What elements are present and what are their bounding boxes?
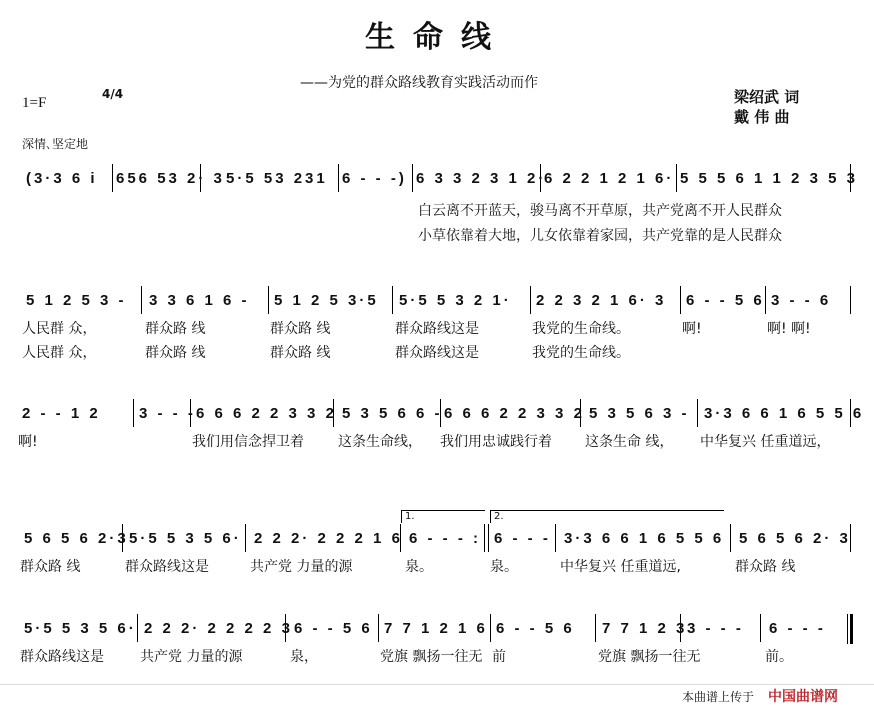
lyric-verse-2: 我党的生命线。 — [532, 345, 630, 361]
barline — [850, 614, 853, 644]
measure-notes: 5 3 5 6 3 - — [589, 405, 690, 422]
barline — [697, 399, 698, 427]
barline — [850, 286, 851, 314]
lyric-verse-2: 群众路线这是 — [395, 345, 479, 361]
barline — [530, 286, 531, 314]
lyric-verse-1: 我们用信念捍卫着 — [192, 434, 304, 450]
barline — [378, 614, 379, 642]
lyric-verse-1: 共产党 力量的源 — [140, 649, 243, 665]
lyric-verse-1: 我党的生命线。 — [532, 321, 630, 337]
key-signature: 1=F — [22, 95, 47, 111]
lyric-verse-1: 共产党 力量的源 — [250, 559, 353, 575]
measure-notes: 2 - - 1 2 — [22, 405, 101, 422]
barline — [676, 164, 677, 192]
lyric-verse-1: 白云离不开蓝天，骏马离不开草原，共产党离不开人民群众 — [418, 203, 782, 219]
divider — [0, 684, 874, 685]
barline — [595, 614, 596, 642]
measure-notes: 6 3 3 2 3 1 2· — [416, 170, 547, 187]
measure-notes: 6 - - - — [769, 620, 826, 637]
lyric-verse-1: 党旗 飘扬一往无 — [380, 649, 483, 665]
measure-notes: 7 7 1 2 3 — [602, 620, 688, 637]
measure-notes: 3 - - - — [139, 405, 196, 422]
measure-notes: 2 2 2· 2 2 2 1 6 — [254, 530, 403, 547]
barline — [137, 614, 138, 642]
lyric-verse-2: 人民群 众， — [22, 345, 97, 361]
barline — [847, 614, 848, 644]
lyric-verse-1: 群众路 线 — [145, 321, 206, 337]
lyric-verse-1: 我们用忠诚践行着 — [440, 434, 552, 450]
lyric-verse-1: 党旗 飘扬一往无 — [598, 649, 701, 665]
barline — [392, 286, 393, 314]
measure-notes: 5 1 2 5 3 - — [26, 292, 127, 309]
measure-notes: 6 - - 5 6 — [294, 620, 373, 637]
lyric-verse-1: 泉。 — [405, 559, 433, 575]
measure-notes: 7 7 1 2 1 6 — [384, 620, 488, 637]
lyric-verse-1: 啊! — [682, 321, 702, 337]
lyric-verse-1: 群众路线这是 — [125, 559, 209, 575]
lyric-verse-1: 中华复兴 任重道远, — [560, 559, 681, 575]
measure-notes: 6 6 6 2 2 3 3 2 — [196, 405, 337, 422]
footer-text: 本曲谱上传于 — [682, 690, 755, 704]
lyric-verse-2: 群众路 线 — [145, 345, 206, 361]
lyric-verse-1: 这条生命线， — [338, 434, 422, 450]
measure-notes: 5·5 5 3 5 6· — [24, 620, 137, 637]
measure-notes: 6 6 6 2 2 3 3 2 — [444, 405, 585, 422]
barline — [112, 164, 113, 192]
measure-notes: 3 3 6 1 6 - — [149, 292, 250, 309]
measure-notes: 6 - - - : — [409, 530, 481, 547]
barline — [730, 524, 731, 552]
measure-notes: 5·5 5 3 2 1· — [399, 292, 512, 309]
volta-bracket-2: 2. — [490, 510, 724, 523]
subtitle: ——为党的群众路线教育实践活动而作 — [300, 75, 538, 91]
barline — [245, 524, 246, 552]
measure-notes: (3·3 6 i — [26, 170, 98, 187]
lyric-verse-1: 群众路 线 — [735, 559, 796, 575]
song-title: 生命线 — [365, 20, 509, 55]
tempo-marking: 深情､坚定地 — [22, 137, 89, 151]
lyric-verse-1: 群众路线这是 — [395, 321, 479, 337]
measure-notes: 3 - - 6 — [771, 292, 832, 309]
lyric-verse-1: 群众路 线 — [20, 559, 81, 575]
barline — [555, 524, 556, 552]
lyricist: 梁绍武 词 — [734, 88, 800, 106]
measure-notes: 3·3 6 6 1 6 5 5 6 — [564, 530, 725, 547]
measure-notes: 2 2 2· 2 2 2 2 3 — [144, 620, 293, 637]
measure-notes: 6 - - 5 6 — [686, 292, 765, 309]
measure-notes: 5 3 5 6 6 - — [342, 405, 443, 422]
barline — [268, 286, 269, 314]
measure-notes: 6 2 2 1 2 1 6· — [544, 170, 675, 187]
barline — [765, 286, 766, 314]
lyric-verse-2: 小草依靠着大地，儿女依靠着家园，共产党靠的是人民群众 — [418, 228, 782, 244]
measure-notes: 5 6 5 6 2· 3 — [739, 530, 851, 547]
measure-notes: 5 5 5 6 1 1 2 3 5 3 — [680, 170, 858, 187]
barline — [490, 614, 491, 642]
lyric-verse-1: 啊! — [18, 434, 38, 450]
measure-notes: 2 2 3 2 1 6· 3 — [536, 292, 667, 309]
time-signature: 4/4 — [102, 87, 124, 101]
barline — [484, 524, 485, 552]
barline — [141, 286, 142, 314]
lyric-verse-1: 泉。 — [490, 559, 518, 575]
measure-notes: 6 - - -) — [342, 170, 407, 187]
lyric-verse-1: 中华复兴 任重道远， — [700, 434, 831, 450]
measure-notes: 3 - - - — [687, 620, 744, 637]
lyric-verse-1: 泉， — [290, 649, 318, 665]
lyric-verse-1: 前 — [492, 649, 506, 665]
barline — [133, 399, 134, 427]
lyric-verse-1: 这条生命 线， — [585, 434, 674, 450]
barline — [760, 614, 761, 642]
lyric-verse-2: 群众路 线 — [270, 345, 331, 361]
lyric-verse-1: 人民群 众， — [22, 321, 97, 337]
measure-notes: 6 - - - — [494, 530, 551, 547]
measure-notes: 5·5 5 3 5 6· — [129, 530, 242, 547]
composer: 戴 伟 曲 — [734, 108, 790, 126]
measure-notes: 5 6 5 6 2·3 — [24, 530, 129, 547]
measure-notes: 656 53 2· 3 — [116, 170, 225, 187]
lyric-verse-1: 群众路线这是 — [20, 649, 104, 665]
barline — [488, 524, 489, 552]
lyric-verse-1: 啊! 啊! — [767, 321, 811, 337]
measure-notes: 3·3 6 6 1 6 5 5 6 — [704, 405, 865, 422]
measure-notes: 5·5 53 231 — [226, 170, 328, 187]
barline — [412, 164, 413, 192]
measure-notes: 5 1 2 5 3·5 — [274, 292, 379, 309]
site-logo: 中国曲谱网 — [768, 689, 838, 705]
barline — [680, 286, 681, 314]
volta-bracket-1: 1. — [401, 510, 485, 523]
measure-notes: 6 - - 5 6 — [496, 620, 575, 637]
barline — [338, 164, 339, 192]
lyric-verse-1: 前。 — [765, 649, 793, 665]
lyric-verse-1: 群众路 线 — [270, 321, 331, 337]
